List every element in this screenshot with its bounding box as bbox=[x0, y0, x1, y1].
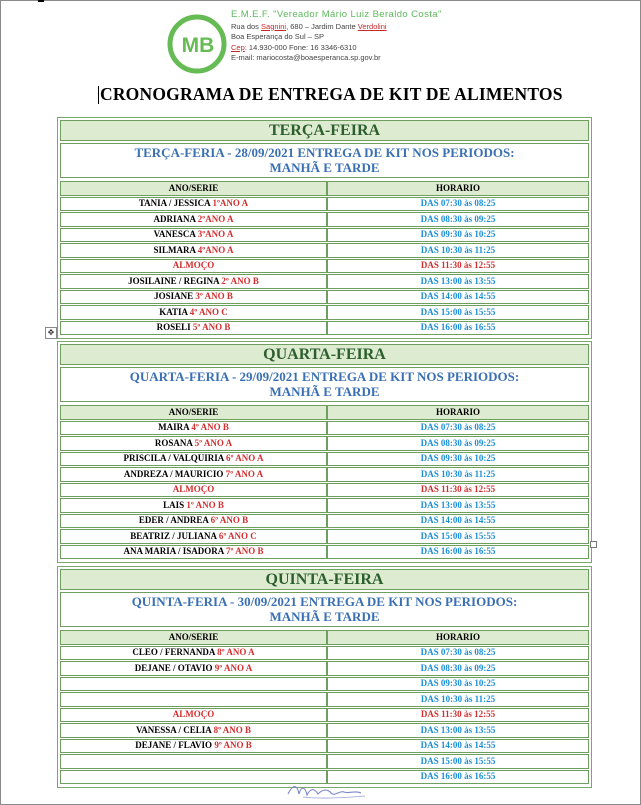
class-cell[interactable] bbox=[60, 646, 327, 661]
class-cell[interactable] bbox=[60, 259, 327, 274]
subtitle-line: MANHÃ E TARDE bbox=[269, 609, 380, 624]
table-header-row bbox=[60, 181, 589, 196]
school-phone bbox=[231, 43, 442, 54]
letterhead-text bbox=[231, 10, 442, 64]
grade-label: 6º ANO C bbox=[218, 530, 257, 541]
table-row bbox=[60, 692, 589, 707]
school-address bbox=[231, 22, 442, 33]
class-cell[interactable] bbox=[60, 661, 327, 676]
time-cell[interactable]: DAS 10:30 às 11:25 bbox=[327, 692, 589, 707]
time-cell[interactable]: DAS 08:30 às 09:25 bbox=[327, 436, 589, 451]
time-cell[interactable]: DAS 16:00 às 16:55 bbox=[327, 545, 589, 560]
subtitle-line: QUARTA-FERIA - 29/09/2021 ENTREGA DE KIT NOS PERIODOS: bbox=[129, 369, 520, 384]
day-title: QUINTA-FEIRA bbox=[60, 569, 589, 590]
table-move-handle-icon[interactable]: ✥ bbox=[45, 327, 57, 339]
time-cell[interactable]: DAS 10:30 às 11:25 bbox=[327, 243, 589, 258]
time-cell[interactable]: DAS 14:00 às 14:55 bbox=[327, 290, 589, 305]
class-cell[interactable] bbox=[60, 243, 327, 258]
teacher-names: JOSILAINE / REGINA bbox=[128, 275, 222, 286]
class-cell[interactable] bbox=[60, 305, 327, 320]
time-cell[interactable]: DAS 09:30 às 10:25 bbox=[327, 452, 589, 467]
grade-label: 8º ANO A bbox=[217, 647, 255, 658]
cep-phone: : 14.930-000 Fone: 16 3346-6310 bbox=[244, 42, 357, 52]
table-row bbox=[60, 646, 589, 661]
column-header-class: ANO/SERIE bbox=[60, 405, 327, 420]
column-header-time: HORARIO bbox=[327, 181, 589, 196]
table-row bbox=[60, 212, 589, 227]
table-row bbox=[60, 290, 589, 305]
class-cell[interactable] bbox=[60, 274, 327, 289]
class-cell[interactable] bbox=[60, 739, 327, 754]
teacher-names: KATIA bbox=[159, 306, 190, 317]
grade-label: 5º ANO B bbox=[192, 322, 231, 333]
subtitle-line: MANHÃ E TARDE bbox=[269, 384, 380, 399]
class-cell[interactable] bbox=[60, 436, 327, 451]
time-cell[interactable]: DAS 13:00 às 13:55 bbox=[327, 274, 589, 289]
teacher-names: MAIRA bbox=[158, 422, 192, 433]
grade-label: 3º ANO B bbox=[195, 291, 233, 302]
class-cell[interactable] bbox=[60, 692, 327, 707]
time-cell[interactable]: DAS 14:00 às 14:55 bbox=[327, 514, 589, 529]
class-cell[interactable] bbox=[60, 290, 327, 305]
grade-label: ALMOÇO bbox=[172, 484, 215, 495]
time-cell[interactable]: DAS 14:00 às 14:55 bbox=[327, 739, 589, 754]
grade-label: 8º ANO B bbox=[213, 724, 252, 735]
logo-text: MB bbox=[181, 34, 215, 57]
time-cell[interactable]: DAS 13:00 às 13:55 bbox=[327, 498, 589, 513]
class-cell[interactable] bbox=[60, 421, 327, 436]
grade-label: 6º ANO B bbox=[210, 515, 249, 526]
table-header-row bbox=[60, 630, 589, 645]
corner-mark bbox=[38, 0, 44, 2]
table-row bbox=[60, 661, 589, 676]
time-cell[interactable]: DAS 07:30 às 08:25 bbox=[327, 646, 589, 661]
grade-label: 1ºANO A bbox=[212, 198, 249, 209]
grade-label: 4ºANO A bbox=[197, 244, 234, 255]
class-cell[interactable] bbox=[60, 467, 327, 482]
subtitle-line: QUINTA-FERIA - 30/09/2021 ENTREGA DE KIT NOS PERIODOS: bbox=[131, 594, 518, 609]
thursday-schedule[interactable] bbox=[57, 566, 592, 788]
table-row bbox=[60, 529, 589, 544]
time-cell[interactable]: DAS 15:00 às 15:55 bbox=[327, 305, 589, 320]
schedule-table bbox=[60, 404, 589, 560]
grade-label: 4º ANO C bbox=[189, 306, 228, 317]
subtitle-line: MANHÃ E TARDE bbox=[269, 160, 380, 175]
subtitle-line: TERÇA-FERIA - 28/09/2021 ENTREGA DE KIT NOS PERIODOS: bbox=[134, 145, 515, 160]
table-row bbox=[60, 228, 589, 243]
grade-label: ALMOÇO bbox=[172, 709, 215, 720]
table-row bbox=[60, 274, 589, 289]
table-row bbox=[60, 739, 589, 754]
address-part: Verdolini bbox=[357, 21, 387, 31]
time-cell[interactable]: DAS 07:30 às 08:25 bbox=[327, 421, 589, 436]
day-subtitle bbox=[60, 367, 589, 402]
class-cell[interactable] bbox=[60, 677, 327, 692]
class-cell[interactable] bbox=[60, 723, 327, 738]
teacher-names: BEATRIZ / JULIANA bbox=[130, 530, 219, 541]
time-cell[interactable]: DAS 09:30 às 10:25 bbox=[327, 228, 589, 243]
table-row bbox=[60, 421, 589, 436]
teacher-names: ROSANA bbox=[154, 437, 195, 448]
time-cell[interactable]: DAS 09:30 às 10:25 bbox=[327, 677, 589, 692]
teacher-names: EDER / ANDREA bbox=[138, 515, 211, 526]
grade-label: ALMOÇO bbox=[172, 260, 215, 271]
class-cell[interactable] bbox=[60, 212, 327, 227]
time-cell[interactable]: DAS 13:00 às 13:55 bbox=[327, 723, 589, 738]
grade-label: 3ºANO A bbox=[197, 229, 234, 240]
teacher-names: CLEO / FERNANDA bbox=[132, 647, 218, 658]
class-cell[interactable] bbox=[60, 197, 327, 212]
time-cell[interactable]: DAS 11:30 às 12:55 bbox=[327, 259, 589, 274]
class-cell[interactable] bbox=[60, 754, 327, 769]
time-cell[interactable]: DAS 07:30 às 08:25 bbox=[327, 197, 589, 212]
teacher-names: ANA MARIA / ISADORA bbox=[123, 546, 227, 557]
time-cell[interactable]: DAS 10:30 às 11:25 bbox=[327, 467, 589, 482]
text-cursor bbox=[98, 86, 99, 104]
table-row bbox=[60, 305, 589, 320]
teacher-names: VANESCA bbox=[153, 229, 198, 240]
table-row bbox=[60, 677, 589, 692]
letterhead bbox=[167, 10, 587, 80]
grade-label: 6º ANO A bbox=[225, 453, 264, 464]
table-header-row bbox=[60, 405, 589, 420]
class-cell[interactable] bbox=[60, 514, 327, 529]
signature bbox=[285, 780, 375, 802]
time-cell[interactable]: DAS 08:30 às 09:25 bbox=[327, 212, 589, 227]
teacher-names: DEJANE / FLAVIO bbox=[135, 740, 215, 751]
table-row bbox=[60, 723, 589, 738]
teacher-names: ANDREZA / MAURICIO bbox=[123, 468, 226, 479]
time-cell[interactable]: DAS 16:00 às 16:55 bbox=[327, 321, 589, 336]
table-row bbox=[60, 436, 589, 451]
grade-label: 2º ANO B bbox=[221, 275, 259, 286]
class-cell[interactable] bbox=[60, 529, 327, 544]
teacher-names: LAIS bbox=[163, 499, 187, 510]
teacher-names: DEJANE / OTAVIO bbox=[134, 662, 215, 673]
teacher-names: SILMARA bbox=[153, 244, 198, 255]
day-subtitle bbox=[60, 143, 589, 178]
time-cell[interactable]: DAS 08:30 às 09:25 bbox=[327, 661, 589, 676]
grade-label: 5º ANO A bbox=[194, 437, 233, 448]
grade-label: 7º ANO A bbox=[225, 468, 264, 479]
teacher-names: TANIA / JESSICA bbox=[138, 198, 213, 209]
table-row bbox=[60, 498, 589, 513]
address-part: Sagnini bbox=[261, 21, 287, 31]
table-row bbox=[60, 321, 589, 336]
teacher-names: VANESSA / CELIA bbox=[135, 724, 214, 735]
class-cell[interactable] bbox=[60, 228, 327, 243]
time-cell[interactable]: DAS 11:30 às 12:55 bbox=[327, 708, 589, 723]
schedule-table bbox=[60, 180, 589, 336]
grade-label: 1º ANO B bbox=[186, 499, 224, 510]
class-cell[interactable] bbox=[60, 452, 327, 467]
day-subtitle bbox=[60, 592, 589, 627]
wednesday-schedule[interactable] bbox=[57, 341, 592, 563]
table-resize-handle[interactable] bbox=[590, 541, 597, 548]
school-name: E.M.E.F. "Vereador Mário Luiz Beraldo Costa" bbox=[231, 9, 442, 20]
time-cell[interactable]: DAS 15:00 às 15:55 bbox=[327, 529, 589, 544]
column-header-class: ANO/SERIE bbox=[60, 630, 327, 645]
school-city: Boa Esperança do Sul – SP bbox=[231, 32, 324, 41]
column-header-time: HORARIO bbox=[327, 405, 589, 420]
page-title: CRONOGRAMA DE ENTREGA DE KIT DE ALIMENTOS bbox=[100, 84, 563, 104]
teacher-names: ADRIANA bbox=[153, 213, 198, 224]
table-row bbox=[60, 259, 589, 274]
grade-label: 7º ANO B bbox=[226, 546, 264, 557]
column-header-class: ANO/SERIE bbox=[60, 181, 327, 196]
day-title: QUARTA-FEIRA bbox=[60, 344, 589, 365]
table-row bbox=[60, 197, 589, 212]
tuesday-schedule[interactable] bbox=[57, 117, 592, 339]
teacher-names: JOSIANE bbox=[154, 291, 196, 302]
table-row bbox=[60, 467, 589, 482]
school-logo bbox=[167, 14, 227, 74]
class-cell[interactable] bbox=[60, 483, 327, 498]
teacher-names: ROSELI bbox=[156, 322, 193, 333]
class-cell[interactable] bbox=[60, 545, 327, 560]
table-row bbox=[60, 243, 589, 258]
class-cell[interactable] bbox=[60, 708, 327, 723]
table-row bbox=[60, 483, 589, 498]
address-part: Rua dos bbox=[231, 21, 262, 31]
teacher-names: PRISCILA / VALQUIRIA bbox=[123, 453, 226, 464]
time-cell[interactable]: DAS 15:00 às 15:55 bbox=[327, 754, 589, 769]
time-cell[interactable]: DAS 16:00 às 16:55 bbox=[327, 770, 589, 785]
table-row bbox=[60, 514, 589, 529]
grade-label: 4º ANO B bbox=[191, 422, 229, 433]
table-row bbox=[60, 545, 589, 560]
day-title: TERÇA-FEIRA bbox=[60, 120, 589, 141]
column-header-time: HORARIO bbox=[327, 630, 589, 645]
grade-label: 9º ANO A bbox=[214, 662, 253, 673]
time-cell[interactable]: DAS 11:30 às 12:55 bbox=[327, 483, 589, 498]
class-cell[interactable] bbox=[60, 321, 327, 336]
schedule-table bbox=[60, 629, 589, 785]
table-row bbox=[60, 754, 589, 769]
cep-label: Cep bbox=[231, 42, 245, 52]
grade-label: 9º ANO B bbox=[214, 740, 252, 751]
table-row bbox=[60, 708, 589, 723]
table-row bbox=[60, 452, 589, 467]
address-part: , 680 – Jardim Dante bbox=[286, 21, 358, 31]
school-email: E-mail: mariocosta@boaesperanca.sp.gov.br bbox=[231, 53, 381, 62]
class-cell[interactable] bbox=[60, 498, 327, 513]
grade-label: 2ºANO A bbox=[197, 213, 234, 224]
